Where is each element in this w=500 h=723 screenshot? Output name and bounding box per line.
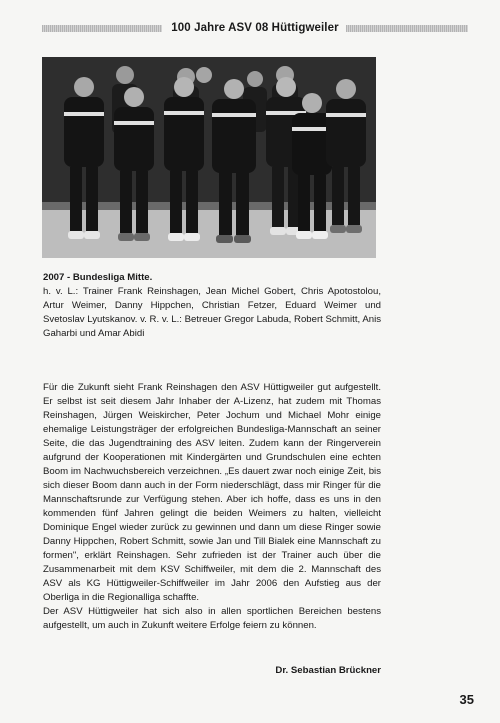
article-paragraph: Für die Zukunft sieht Frank Reinshagen den ASV Hüttigweiler gut aufgestellt. Er selbst ist seit diesem Jahr Inhaber der A-Lizenz, hat zudem mit Thomas Reinshagen, Jürgen Weiskircher, Peter Jochum und Michael Mohr einige ehemalige Leistungsträger der erfolgreichen Bundesliga-Mannschaft an seiner Seite, die das Jugendtraining des ASV leiten. Zudem kann der Ringerverein aufgrund der Kooperationen mit Kindergärten und Grundschulen eine echten Boom im Nachwuchsbereich verzeichnen. „Es dauert zwar noch einige Zeit, bis sich dieser Boom dann auch in der Form niederschlägt, dass mir Ringer für die Mannschaftsrunde zur Verfügung stehen. Aber ich hoffe, dass es uns in den kommenden fünf Jahren gelingt die beiden Weimers zu halten, vielleicht Dominique Engel wieder zurück zu gewinnen und dann um diese Ringer sowie Danny Hippchen, Robert Schmitt, sowie Jan und Till Bialek eine Mannschaft zu formen", erklärt Reinshagen. Sehr zufrieden ist der Trainer auch über die Zusammenarbeit mit dem KSV Schiffweiler, mit dem die 2. Mannschaft des ASV als KG Hüttigweiler-Schiffweiler im Jahr 2006 den Aufstieg aus der Oberliga in die Regionalliga schaffte.: [43, 382, 381, 603]
article-author: Dr. Sebastian Brückner: [275, 665, 381, 676]
header-rule-left: [42, 25, 162, 32]
caption-text: h. v. L.: Trainer Frank Reinshagen, Jean Michel Gobert, Chris Apotostolou, Artur Weimer, Danny Hippchen, Christian Fetzer, Eduard Weimer und Svetoslav Lyutskanov. v. R. v. L.: Betreuer Gregor Labuda, Robert Schmitt, Anis Gaharbi und Amar Abidi: [43, 286, 381, 339]
header-title: 100 Jahre ASV 08 Hüttigweiler: [171, 22, 339, 34]
photo-caption: [43, 271, 381, 341]
team-photo: [42, 57, 376, 258]
team-photo-icon: [42, 57, 376, 258]
article-paragraph: Der ASV Hüttigweiler hat sich also in allen sportlichen Bereichen bestens aufgestellt, um auch in Zukunft weitere Erfolge feiern zu können.: [43, 606, 381, 631]
article-body: [43, 381, 381, 633]
header-rule-right: [346, 25, 468, 32]
caption-title: 2007 - Bundesliga Mitte.: [43, 272, 153, 283]
page-number: 35: [459, 692, 474, 707]
running-header: [42, 20, 468, 36]
